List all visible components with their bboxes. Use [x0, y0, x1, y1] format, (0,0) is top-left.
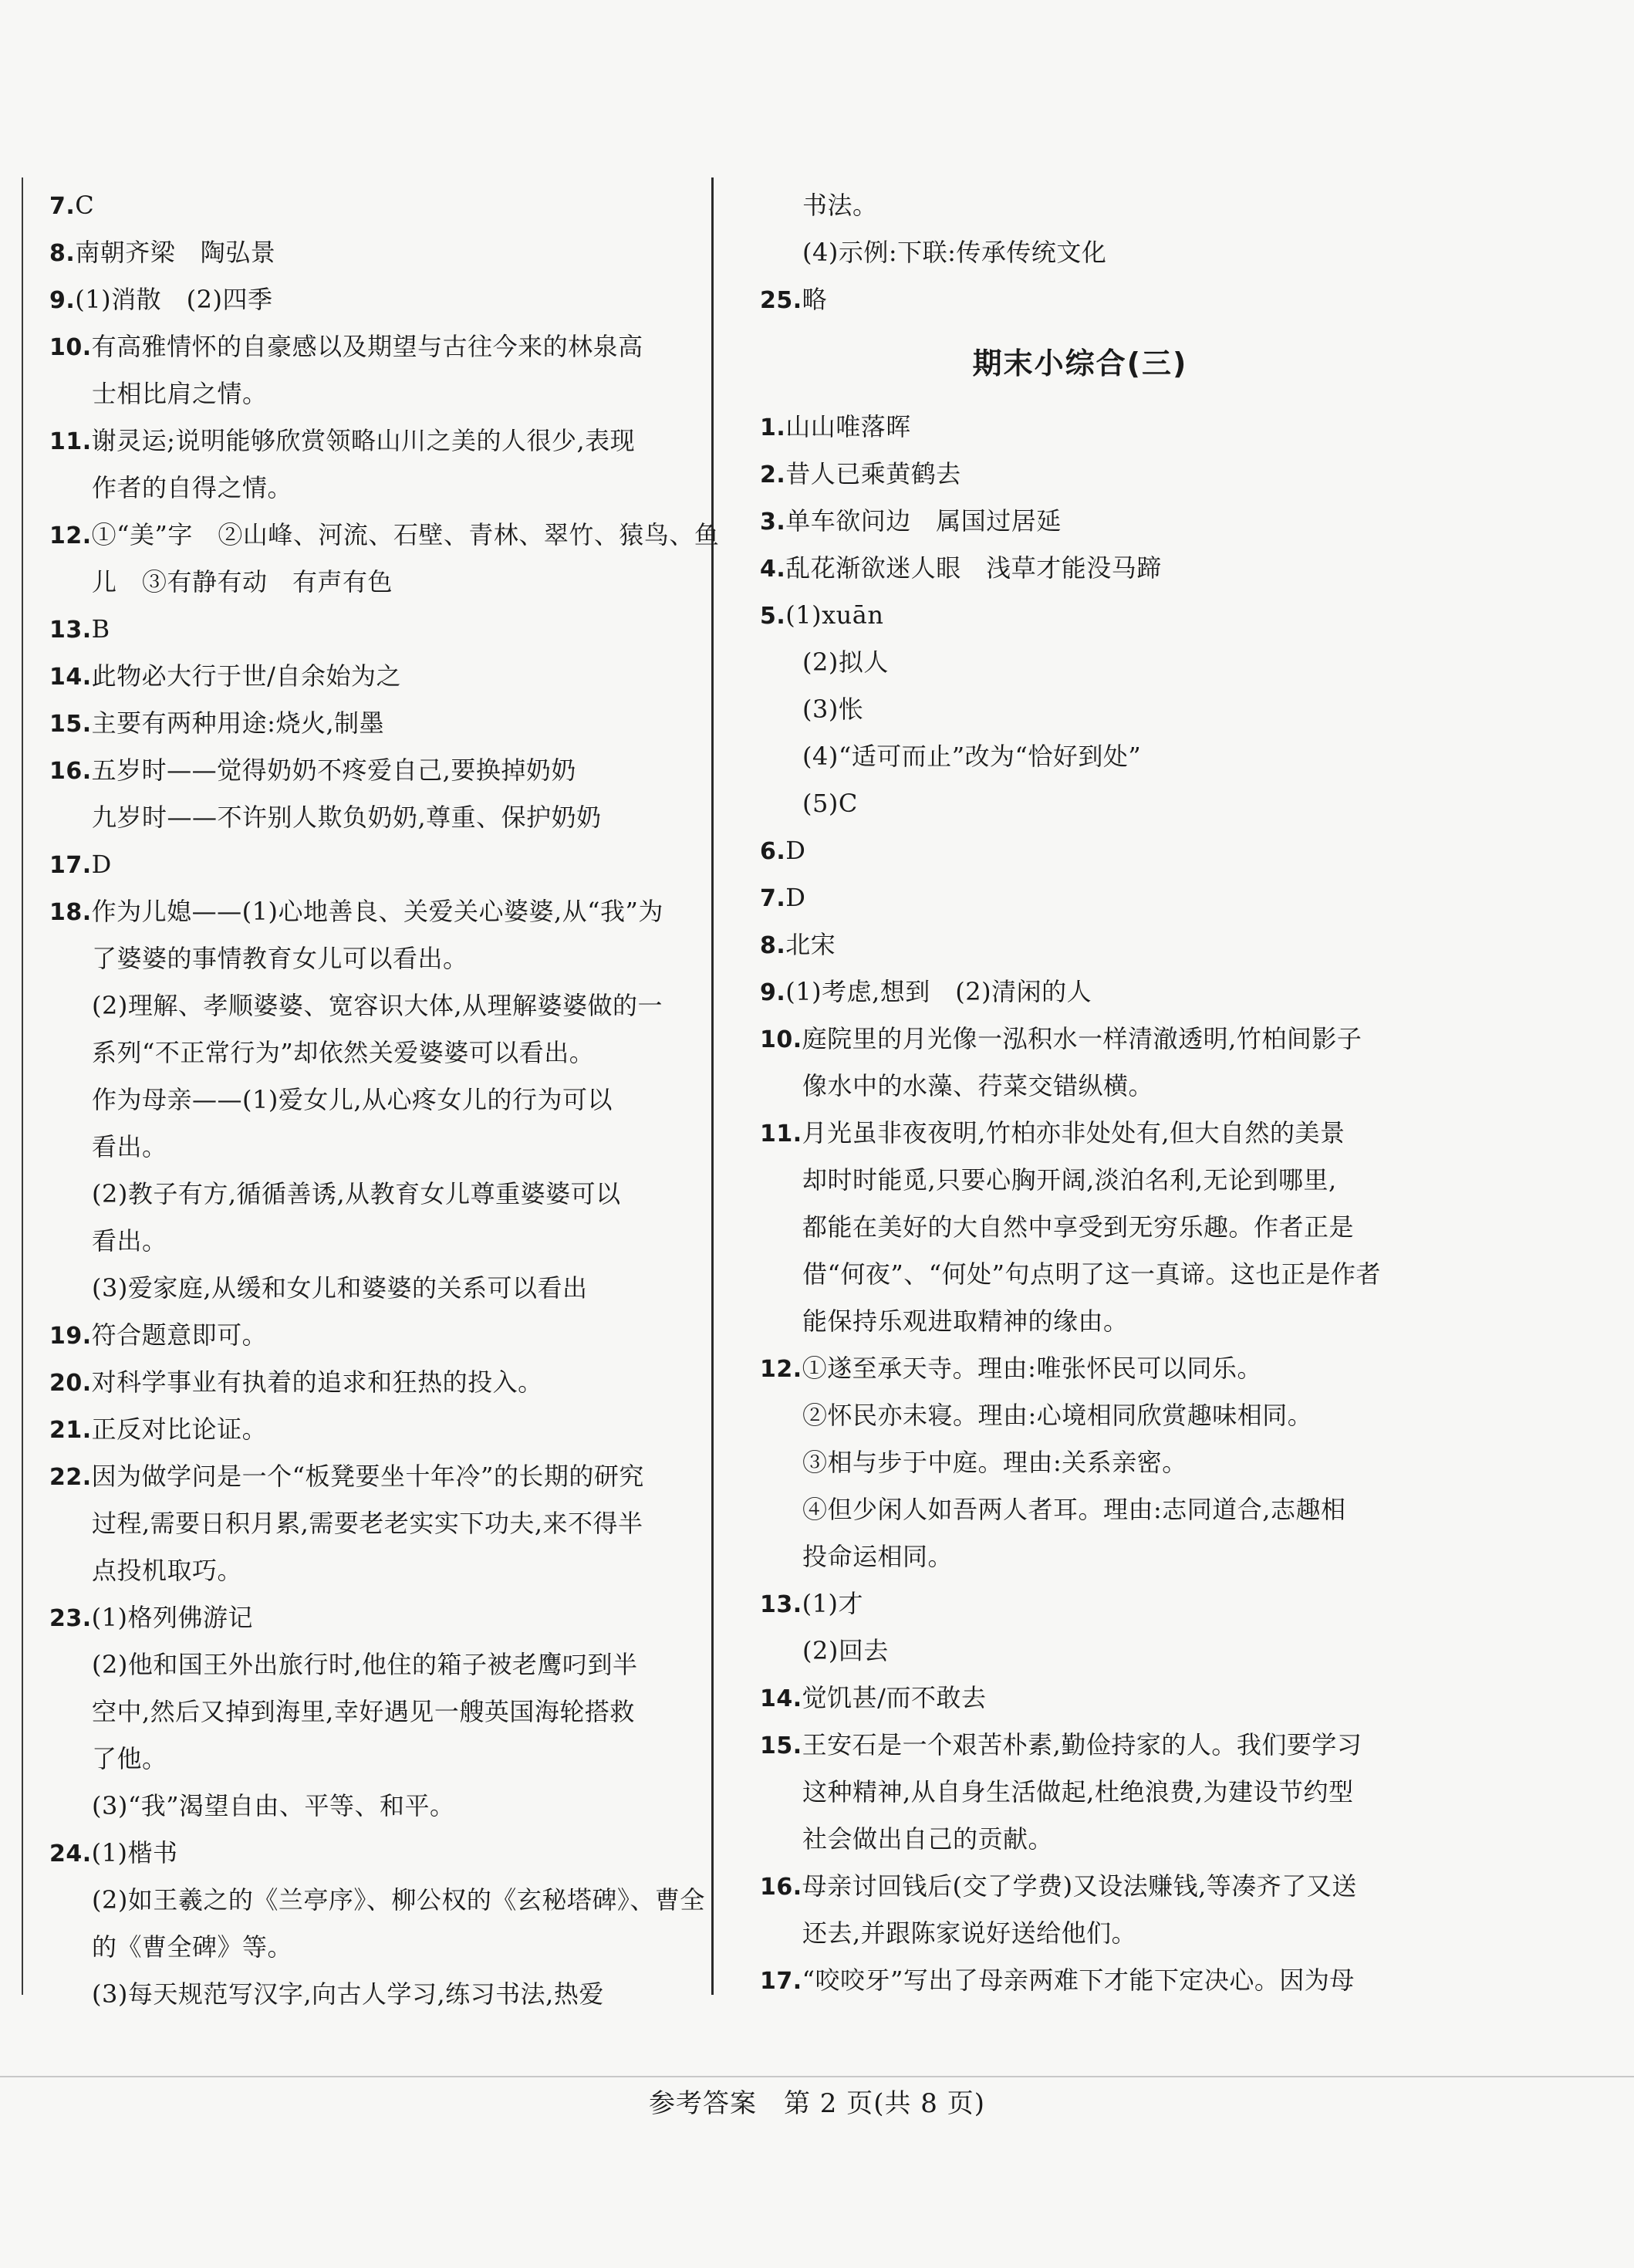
answer-line	[49, 1971, 690, 2018]
answer-line	[760, 1533, 1400, 1580]
answer-text: 母亲讨回钱后(交了学费)又设法赚钱,等凑齐了又送	[802, 1871, 1357, 1901]
question-number: 11.	[49, 428, 92, 455]
answer-text: 看出。	[92, 1132, 167, 1161]
answer-text: 对科学事业有执着的追求和狂热的投入。	[91, 1367, 543, 1397]
answer-text: (3)“我”渴望自由、平等、和平。	[92, 1791, 455, 1820]
answer-line	[49, 182, 690, 229]
answer-line	[49, 1312, 690, 1359]
answer-text: (1)考虑,想到 (2)清闲的人	[785, 977, 1092, 1006]
answer-line	[760, 451, 1400, 498]
question-number: 14.	[760, 1685, 802, 1712]
answer-line	[49, 1594, 690, 1641]
answer-line	[760, 498, 1400, 545]
answer-text: (2)理解、孝顺婆婆、宽容识大体,从理解婆婆做的一	[92, 991, 663, 1020]
question-number: 14.	[49, 664, 92, 691]
answer-text: (2)教子有方,循循善诱,从教育女儿尊重婆婆可以	[92, 1179, 621, 1208]
answer-line	[49, 1265, 690, 1312]
answer-line	[49, 370, 690, 417]
answer-line	[49, 1783, 690, 1830]
answer-text: (2)他和国王外出旅行时,他住的箱子被老鹰叼到半	[92, 1650, 638, 1679]
question-number: 24.	[49, 1840, 92, 1867]
answer-line	[49, 653, 690, 700]
answer-line	[49, 276, 690, 323]
answer-text: D	[785, 883, 806, 912]
answer-text: B	[91, 614, 110, 644]
answer-line	[760, 1957, 1400, 2004]
answer-text: 山山唯落晖	[785, 412, 911, 441]
answer-text: (1)格列佛游记	[91, 1603, 253, 1632]
question-number: 16.	[49, 758, 92, 785]
answer-text: 借“何夜”、“何处”句点明了这一真谛。这也正是作者	[802, 1259, 1381, 1289]
answer-line	[49, 1547, 690, 1594]
answer-text: 儿 ③有静有动 有声有色	[92, 567, 393, 597]
answer-text: (1)楷书	[91, 1838, 178, 1867]
answer-line	[760, 1722, 1400, 1769]
answer-line	[49, 1124, 690, 1171]
answer-line	[760, 1816, 1400, 1863]
answer-text: 谢灵运;说明能够欣赏领略山川之美的人很少,表现	[91, 426, 636, 455]
answer-text: 士相比肩之情。	[92, 379, 268, 408]
section-title: 期末小综合(三)	[972, 346, 1188, 380]
answer-text: 系列“不正常行为”却依然关爱婆婆可以看出。	[92, 1038, 595, 1067]
answer-text: (3)怅	[802, 695, 864, 724]
answer-line	[49, 229, 690, 276]
answer-text: 有高雅情怀的自豪感以及期望与古往今来的林泉高	[91, 332, 643, 361]
answer-text: D	[91, 850, 112, 879]
answer-text: 觉饥甚/而不敢去	[802, 1683, 987, 1712]
answer-text: (5)C	[802, 789, 858, 818]
question-number: 1.	[760, 414, 786, 441]
question-number: 13.	[760, 1591, 802, 1618]
answer-text: 社会做出自己的贡献。	[802, 1824, 1054, 1854]
answer-text: (1)xuān	[785, 600, 884, 630]
answer-line	[760, 686, 1400, 733]
answer-line	[760, 1298, 1400, 1345]
answer-text: 作为母亲——(1)爱女儿,从心疼女儿的行为可以	[92, 1085, 613, 1114]
question-number: 7.	[760, 885, 786, 912]
answer-text: (2)回去	[802, 1636, 889, 1665]
answer-text: 却时时能觅,只要心胸开阔,淡泊名利,无论到哪里,	[802, 1165, 1337, 1195]
answer-line	[760, 1345, 1400, 1392]
answer-line	[49, 1877, 705, 1924]
question-number: 20.	[49, 1370, 92, 1397]
answer-line	[49, 606, 690, 653]
answer-line	[760, 1392, 1400, 1439]
question-number: 15.	[760, 1732, 802, 1759]
answer-text: 九岁时——不许别人欺负奶奶,尊重、保护奶奶	[92, 803, 602, 832]
answer-line	[760, 827, 1400, 874]
answer-line	[49, 465, 690, 512]
answer-text: ②怀民亦未寝。理由:心境相同欣赏趣味相同。	[802, 1401, 1313, 1430]
answer-line	[760, 1439, 1400, 1486]
question-number: 6.	[760, 838, 786, 865]
answer-line	[760, 545, 1400, 592]
answer-text: 因为做学问是一个“板凳要坐十年冷”的长期的研究	[91, 1462, 644, 1491]
answer-text: 庭院里的月光像一泓积水一样清澈透明,竹柏间影子	[802, 1024, 1362, 1053]
answer-text: 作者的自得之情。	[92, 473, 293, 502]
answer-text: 投命运相同。	[802, 1542, 954, 1571]
answer-text: 过程,需要日积月累,需要老老实实下功夫,来不得半	[92, 1509, 643, 1538]
question-number: 10.	[49, 334, 92, 361]
answer-line	[760, 1204, 1400, 1251]
answer-text: C	[75, 191, 95, 220]
question-number: 4.	[760, 556, 786, 583]
question-number: 17.	[49, 852, 92, 879]
answer-text: 此物必大行于世/自余始为之	[91, 661, 401, 691]
answer-text: 作为儿媳——(1)心地善良、关爱关心婆婆,从“我”为	[91, 897, 663, 926]
answer-line	[49, 841, 690, 888]
answer-line	[760, 1486, 1400, 1533]
question-number: 3.	[760, 509, 786, 536]
answer-line	[760, 874, 1400, 921]
answer-line	[49, 512, 720, 559]
answer-text: 这种精神,从自身生活做起,杜绝浪费,为建设节约型	[802, 1777, 1354, 1807]
answer-line	[49, 559, 690, 606]
answer-line	[760, 1863, 1400, 1910]
answer-line	[49, 1641, 690, 1688]
answer-text: ④但少闲人如吾两人者耳。理由:志同道合,志趣相	[802, 1495, 1346, 1524]
question-number: 25.	[760, 287, 802, 314]
answer-text: 五岁时——觉得奶奶不疼爱自己,要换掉奶奶	[91, 755, 576, 785]
answer-line	[49, 888, 690, 935]
answer-text: 略	[802, 285, 828, 314]
answer-text: (3)每天规范写汉字,向古人学习,练习书法,热爱	[92, 1979, 604, 2009]
answer-text: 北宋	[785, 930, 836, 959]
answer-text: (3)爱家庭,从缓和女儿和婆婆的关系可以看出	[92, 1273, 588, 1303]
answer-text: 书法。	[802, 191, 878, 220]
answer-text: 空中,然后又掉到海里,幸好遇见一艘英国海轮搭救	[92, 1697, 635, 1726]
answer-line	[49, 1171, 690, 1218]
answer-line	[760, 1063, 1400, 1110]
answer-line	[49, 982, 690, 1029]
answer-text: D	[785, 836, 806, 865]
answer-text: 主要有两种用途:烧火,制墨	[91, 708, 385, 738]
answer-line	[49, 1500, 690, 1547]
question-number: 21.	[49, 1417, 92, 1444]
question-number: 10.	[760, 1026, 802, 1053]
page-footer: 参考答案 第 2 页(共 8 页)	[648, 2088, 986, 2119]
answer-line	[760, 1580, 1400, 1627]
answer-text: 能保持乐观进取精神的缘由。	[802, 1306, 1129, 1336]
answer-line	[49, 1029, 690, 1077]
answer-text: 了他。	[92, 1744, 167, 1773]
question-number: 9.	[760, 979, 786, 1006]
left-margin-rule	[22, 177, 23, 1995]
question-number: 19.	[49, 1323, 92, 1350]
answer-line	[760, 276, 1400, 323]
answer-text: “咬咬牙”写出了母亲两难下才能下定决心。因为母	[802, 1965, 1355, 1995]
answer-text: ①遂至承天寺。理由:唯张怀民可以同乐。	[802, 1354, 1262, 1383]
question-number: 8.	[760, 932, 786, 959]
question-number: 2.	[760, 461, 786, 488]
answer-text: ③相与步于中庭。理由:关系亲密。	[802, 1448, 1187, 1477]
question-number: 16.	[760, 1874, 802, 1901]
answer-line	[49, 794, 690, 841]
answer-line	[49, 747, 690, 794]
question-number: 11.	[760, 1120, 802, 1148]
column-divider	[711, 177, 714, 1995]
answer-text: 王安石是一个艰苦朴素,勤俭持家的人。我们要学习	[802, 1730, 1362, 1759]
answer-text: 南朝齐梁 陶弘景	[75, 238, 276, 267]
question-number: 18.	[49, 899, 92, 926]
answer-line	[760, 229, 1400, 276]
answer-line	[760, 1769, 1400, 1816]
answer-line	[760, 639, 1400, 686]
answer-text: 像水中的水藻、荇菜交错纵横。	[802, 1071, 1154, 1100]
question-number: 15.	[49, 711, 92, 738]
answer-line	[760, 1251, 1400, 1298]
answer-line	[760, 1110, 1400, 1157]
answer-text: (2)如王羲之的《兰亭序》、柳公权的《玄秘塔碑》、曹全	[92, 1885, 705, 1915]
answer-text: 符合题意即可。	[91, 1320, 268, 1350]
answer-text: 的《曹全碑》等。	[92, 1932, 293, 1962]
answer-line	[49, 417, 690, 465]
answer-text: (1)才	[802, 1589, 863, 1618]
answer-line	[760, 968, 1400, 1016]
answer-line	[49, 323, 690, 370]
question-number: 12.	[49, 522, 92, 549]
question-number: 12.	[760, 1356, 802, 1383]
answer-line	[760, 1675, 1400, 1722]
answer-text: 都能在美好的大自然中享受到无穷乐趣。作者正是	[802, 1212, 1355, 1242]
answer-line	[49, 700, 690, 747]
answer-line	[760, 921, 1400, 968]
question-number: 22.	[49, 1464, 92, 1491]
right-column	[760, 182, 1400, 2004]
answer-text: 单车欲问边 属国过居延	[785, 506, 1062, 536]
answer-line	[49, 1406, 690, 1453]
answer-line	[760, 592, 1400, 639]
answer-text: (4)“适可而止”改为“恰好到处”	[802, 742, 1142, 771]
answer-text: 月光虽非夜夜明,竹柏亦非处处有,但大自然的美景	[802, 1118, 1345, 1148]
left-column	[49, 182, 720, 2018]
answer-text: 点投机取巧。	[92, 1556, 243, 1585]
answer-line	[49, 1453, 690, 1500]
footer-divider	[0, 2076, 1634, 2077]
answer-text: (1)消散 (2)四季	[75, 285, 273, 314]
answer-line	[760, 404, 1400, 451]
answer-line	[760, 1627, 1400, 1675]
answer-line	[49, 1359, 690, 1406]
question-number: 23.	[49, 1605, 92, 1632]
answer-line	[760, 182, 1400, 229]
question-number: 9.	[49, 287, 76, 314]
answer-line	[49, 1830, 690, 1877]
answer-text: 昔人已乘黄鹤去	[785, 459, 961, 488]
answer-text: ①“美”字 ②山峰、河流、石壁、青林、翠竹、猿鸟、鱼	[91, 520, 720, 549]
question-number: 17.	[760, 1968, 802, 1995]
answer-text: (4)示例:下联:传承传统文化	[802, 238, 1107, 267]
answer-line	[760, 733, 1400, 780]
question-number: 8.	[49, 240, 76, 267]
right-column-continuation	[760, 182, 1400, 323]
answer-text: 正反对比论证。	[91, 1415, 268, 1444]
answer-line	[49, 1736, 690, 1783]
answer-line	[49, 935, 690, 982]
question-number: 13.	[49, 617, 92, 644]
answer-text: 乱花渐欲迷人眼 浅草才能没马蹄	[785, 553, 1162, 583]
answer-line	[760, 1910, 1400, 1957]
answer-text: (2)拟人	[802, 647, 889, 677]
answer-text: 了婆婆的事情教育女儿可以看出。	[92, 944, 468, 973]
right-column-answers	[760, 404, 1400, 2004]
answer-text: 还去,并跟陈家说好送给他们。	[802, 1918, 1137, 1948]
answer-line	[49, 1924, 690, 1971]
answer-line	[760, 1016, 1400, 1063]
answer-line	[49, 1077, 690, 1124]
question-number: 5.	[760, 603, 786, 630]
answer-text: 看出。	[92, 1226, 167, 1256]
question-number: 7.	[49, 193, 76, 220]
answer-line	[49, 1218, 690, 1265]
answer-line	[760, 780, 1400, 827]
answer-line	[49, 1688, 690, 1736]
answer-line	[760, 1157, 1400, 1204]
